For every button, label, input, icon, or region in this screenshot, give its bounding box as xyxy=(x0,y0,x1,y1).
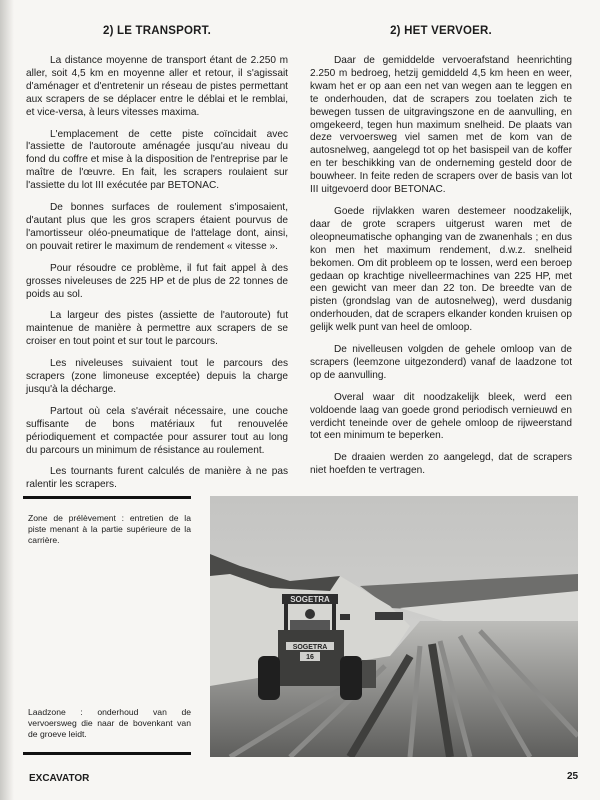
paragraph: De draaien werden zo aangelegd, dat de scrapers niet hoefden te vertragen. xyxy=(310,452,572,477)
page-gutter-shadow xyxy=(0,0,14,800)
paragraph: Daar de gemiddelde vervoerafstand heenrichting 2.250 m bedroeg, hetzij gemiddeld 4,5 km heen en weer, kwam het er op aan een net van wegen aan te leggen en te onderhouden, dat de scrapers zou toelaten zich te bewegen tussen de uitgravingszone en de aanvulling, en omgekeerd, tegen hun maximum snelheid. De plaats van deze vervoersweg viel samen met de kom van de autosnelweg, aangelegd tot op het basispeil van de koffer en ter beschikking van de onderneming gesteld door de bouwheer. In feite reden de scrapers over de basis van lot III uitgevoerd door BETONAC. xyxy=(310,55,572,196)
paragraph: De bonnes surfaces de roulement s'imposaient, d'autant plus que les gros scrapers étaient pourvus de l'amortisseur oléo-pneumatique de l'attelage dont, ainsi, on pouvait retirer le maximum de rendement « vitesse ». xyxy=(26,202,288,252)
distant-scraper xyxy=(340,614,350,620)
paragraph: L'emplacement de cette piste coïncidait avec l'assiette de l'autoroute aménagée jusqu'au niveau du fond du coffre et mise à la disposition de l'entreprise par le maître de l'œuvre. En fait, les scrapers roulaient sur l'assiette du lot III exécutée par BETONAC. xyxy=(26,128,288,192)
quarry-photo xyxy=(210,496,578,757)
paragraph: Overal waar dit noodzakelijk bleek, werd een voldoende laag van goede grond periodisch vernieuwd en verdicht teneinde over de gehele omloop de rijweerstand tot een minimum te beperken. xyxy=(310,391,572,442)
caption-divider-top xyxy=(23,496,191,499)
grader-roof-label: SOGETRA xyxy=(290,595,330,604)
paragraph: La largeur des pistes (assiette de l'autoroute) fut maintenue de manière à permettre aux scrapers de se croiser en tout point et sur tout le parcours. xyxy=(26,310,288,348)
grader-number: 16 xyxy=(306,654,314,661)
section-heading-fr: 2) LE TRANSPORT. xyxy=(103,25,211,37)
grader-body-label: SOGETRA xyxy=(292,644,328,651)
photo-caption-fr: Zone de prélèvement : entretien de la piste menant à la partie supérieure de la carrière. xyxy=(28,513,191,545)
paragraph: Pour résoudre ce problème, il fut fait appel à des grosses niveleuses de 225 HP et de plus de 22 tonnes de poids au sol. xyxy=(26,262,288,300)
paragraph: Goede rijvlakken waren destemeer noodzakelijk, daar de grote scrapers uitgerust waren met de oleopneumatische ophanging van de zwanenhals ; en dus kon men het maximum rendement, d.w.z. snelheid bekomen. Om dit probleem op te lossen, werd een beroep gedaan op krachtige nivelleermachines van 225 HP, met een gewicht van meer dan 22 ton. De breedte van de pisten (grondslag van de autosnelweg), werd dusdanig onderhouden, dat de scrapers elkander konden kruisen op gelijk welk punt van heel de omloop. xyxy=(310,205,572,334)
dutch-column xyxy=(310,0,572,487)
caption-divider-bottom xyxy=(23,752,191,755)
photo-caption-nl: Laadzone : onderhoud van de vervoersweg die naar de bovenkant van de groeve leidt. xyxy=(28,707,191,739)
distant-scraper xyxy=(375,612,403,620)
publication-name: EXCAVATOR xyxy=(29,773,90,784)
page-number: 25 xyxy=(567,771,579,782)
paragraph: Partout où cela s'avérait nécessaire, une couche suffisante de bons matériaux fut renouvelée périodiquement et compactée pour assurer tout au long du parcours un minimum de résistance au roulement. xyxy=(26,405,288,456)
quarry-photo-illustration xyxy=(210,496,578,757)
french-column xyxy=(26,0,288,501)
paragraph: Les tournants furent calculés de manière à ne pas ralentir les scrapers. xyxy=(26,466,288,491)
paragraph: La distance moyenne de transport étant de 2.250 m aller, soit 4,5 km en moyenne aller et retour, il s'agissait d'aménager et d'entretenir un réseau de pistes permettant aux scrapers de se déplacer entre le déblai et le remblai, et vice-versa, à leurs vitesses maxima. xyxy=(26,55,288,118)
paragraph: De nivelleusen volgden de gehele omloop van de scrapers (leemzone uitgezonderd) vanaf de laadzone tot op de aanvulling. xyxy=(310,344,572,381)
section-heading-nl: 2) HET VERVOER. xyxy=(390,25,492,37)
paragraph: Les niveleuses suivaient tout le parcours des scrapers (zone limoneuse exceptée) depuis la charge jusqu'à la décharge. xyxy=(26,358,288,395)
